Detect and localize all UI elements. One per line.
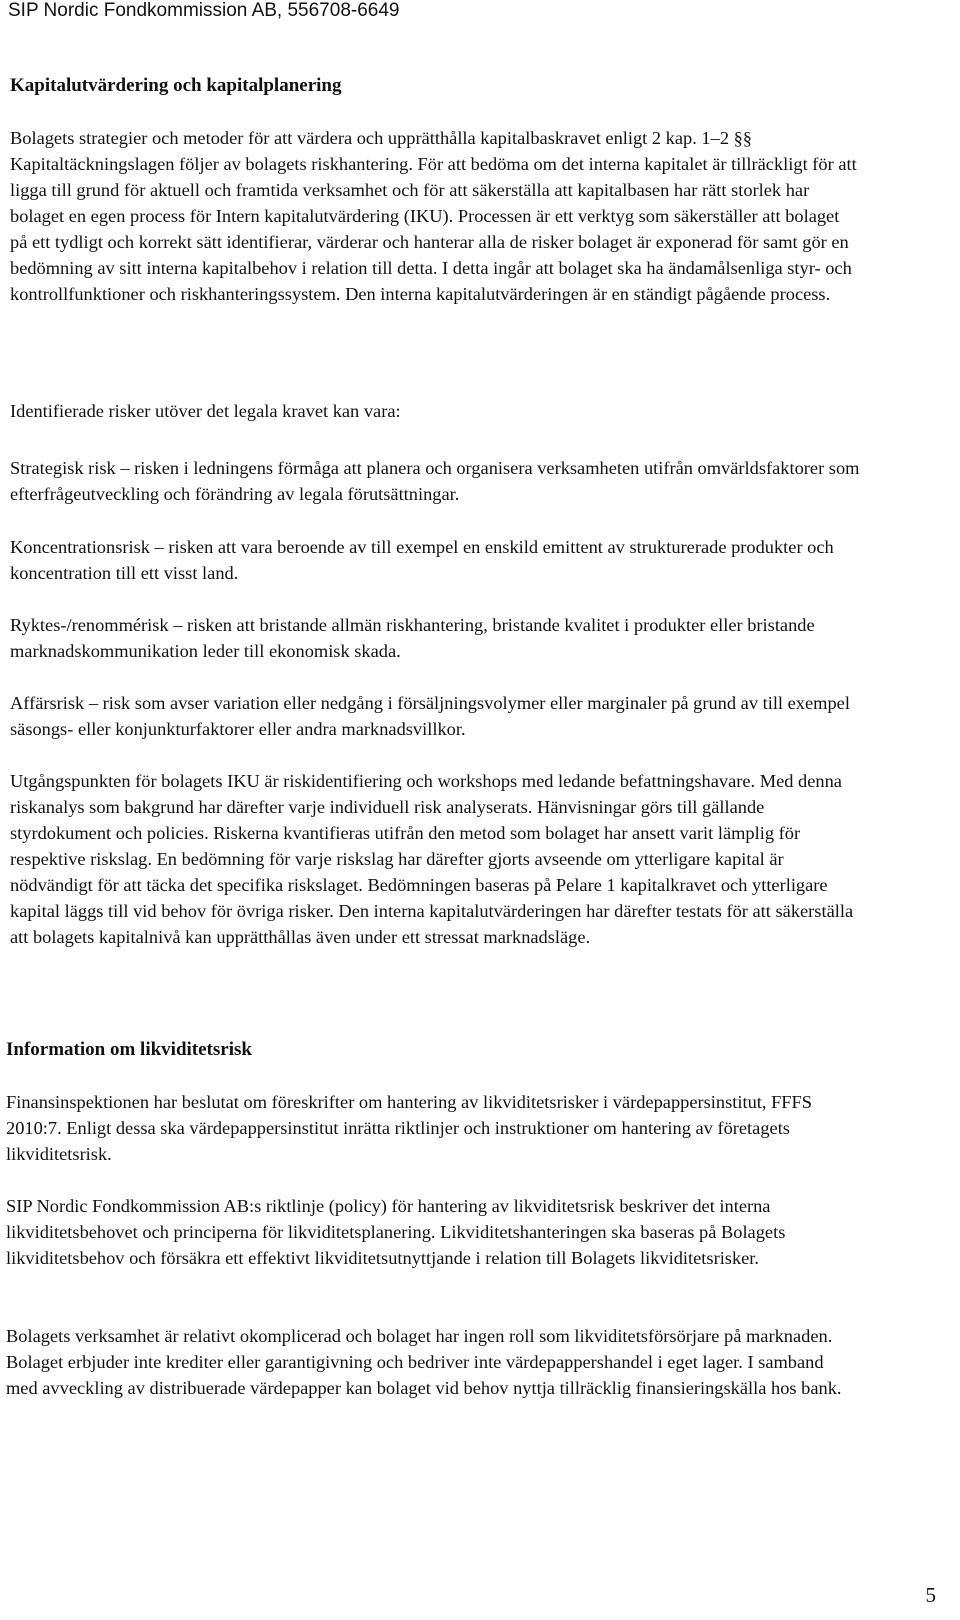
page-number: 5 [925,1583,936,1607]
paragraph-capital-strategy: Bolagets strategier och metoder för att värdera och upprätthålla kapitalbaskravet enligt 2 kap. 1–2 §§ Kapitaltäckningslagen följer av bolagets riskhantering. För att bedöma om det interna kapitalet är tillräckligt för att ligga till grund för aktuell och framtida verksamhet och för att säkerställa att kapitalbasen har rätt storlek har bolaget en egen process för Intern kapitalutvärdering (IKU). Processen är ett verktyg som säkerställer att bolaget på ett tydligt och korrekt sätt identifierar, värderar och hanterar alla de risker bolaget är exponerad för samt gör en bedömning av sitt interna kapitalbehov i relation till detta. I detta ingår att bolaget ska ha ändamålsenliga styr- och kontrollfunktioner och riskhanteringssystem. Den interna kapitalutvärderingen är en ständigt pågående process. [10,128,857,304]
paragraph-business-risk: Affärsrisk – risk som avser variation eller nedgång i försäljningsvolymer eller marginaler på grund av till exempel säsongs- eller konjunkturfaktorer eller andra marknadsvillkor. [10,693,850,739]
paragraph-concentration-risk: Koncentrationsrisk – risken att vara beroende av till exempel en enskild emittent av strukturerade produkter och koncentration till ett visst land. [10,537,834,583]
section-heading-liquidity-risk: Information om likviditetsrisk [6,1039,252,1060]
section-heading-capital-assessment: Kapitalutvärdering och kapitalplanering [10,75,342,96]
paragraph-reputational-risk: Ryktes-/renommérisk – risken att bristande allmän riskhantering, bristande kvalitet i produkter eller bristande marknadskommunikation leder till ekonomisk skada. [10,615,815,661]
paragraph-fi-regulations: Finansinspektionen har beslutat om föreskrifter om hantering av likviditetsrisker i värdepappersinstitut, FFFS 2010:7. Enligt dessa ska värdepappersinstitut inrätta riktlinjer och instruktioner om hantering av företagets likviditetsrisk. [6,1092,812,1164]
paragraph-identified-risks-intro: Identifierade risker utöver det legala kravet kan vara: [10,401,401,421]
paragraph-iku-process: Utgångspunkten för bolagets IKU är riskidentifiering och workshops med ledande befattningshavare. Med denna riskanalys som bakgrund har därefter varje individuell risk analyserats. Hänvisningar görs till gällande styrdokument och policies. Riskerna kvantifieras utifrån den metod som bolaget har ansett varit lämplig för respektive riskslag. En bedömning för varje riskslag har därefter gjorts avseende om ytterligare kapital är nödvändigt för att täcka det specifika riskslaget. Bedömningen baseras på Pelare 1 kapitalkravet och ytterligare kapital läggs till vid behov för övriga risker. Den interna kapitalutvärderingen har därefter testats för att säkerställa att bolagets kapitalnivå kan upprätthållas även under ett stressat marknadsläge. [10,771,854,947]
paragraph-liquidity-policy: SIP Nordic Fondkommission AB:s riktlinje (policy) för hantering av likviditetsrisk beskriver det interna likviditetsbehovet och principerna för likviditetsplanering. Likviditetshanteringen ska baseras på Bolagets likviditetsbehov och försäkra ett effektivt likviditetsutnyttjande i relation till Bolagets likviditetsrisker. [6,1196,786,1268]
paragraph-strategic-risk: Strategisk risk – risken i ledningens förmåga att planera och organisera verksamheten utifrån omvärldsfaktorer som efterfrågeutveckling och förändring av legala förutsättningar. [10,458,860,504]
document-header: SIP Nordic Fondkommission AB, 556708-6649 [8,0,400,21]
paragraph-business-simplicity: Bolagets verksamhet är relativt okomplicerad och bolaget har ingen roll som likviditetsförsörjare på marknaden. Bolaget erbjuder inte krediter eller garantigivning och bedriver inte värdepappershandel i eget lager. I samband med avveckling av distribuerade värdepapper kan bolaget vid behov nyttja tillräcklig finansieringskälla hos bank. [6,1326,842,1398]
